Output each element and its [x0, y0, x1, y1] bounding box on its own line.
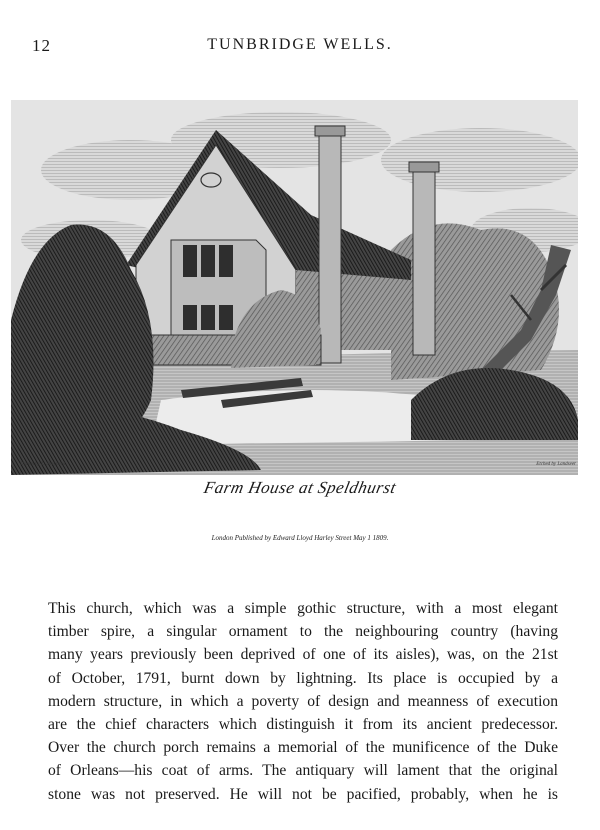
body-paragraph — [48, 597, 558, 806]
plate-credit-right: Etched by Landseer — [536, 462, 576, 467]
body-line: of October, 1791, burnt down by lightning. Its place is occupied by a — [48, 669, 558, 687]
engraving-plate — [11, 100, 578, 475]
body-line: timber spire, a singular ornament to the neighbouring country (having — [48, 623, 558, 641]
plate-caption: Farm House at Speldhurst — [202, 478, 399, 497]
body-line: stone was not preserved. He will not be pacified, probably, when he is — [48, 785, 558, 803]
page-number: 12 — [32, 36, 51, 55]
body-line: are the chief characters which distinguish it from its ancient predecessor. — [48, 716, 558, 734]
body-line: of Orleans—his coat of arms. The antiquary will lament that the original — [48, 762, 558, 780]
running-title: TUNBRIDGE WELLS. — [207, 36, 393, 53]
body-line: modern structure, in which a poverty of design and meanness of execution — [48, 692, 558, 710]
plate-credit-left: Drawn by L. Shepherd — [20, 462, 66, 467]
body-line: This church, which was a simple gothic structure, with a most elegant — [48, 600, 558, 617]
plate-imprint: London Published by Edward Lloyd Harley Street May 1 1809. — [211, 534, 389, 542]
body-line: Over the church porch remains a memorial of the munificence of the Duke — [48, 739, 558, 757]
body-line: many years previously been deprived of one of its aisles), was, on the 21st — [48, 646, 558, 664]
